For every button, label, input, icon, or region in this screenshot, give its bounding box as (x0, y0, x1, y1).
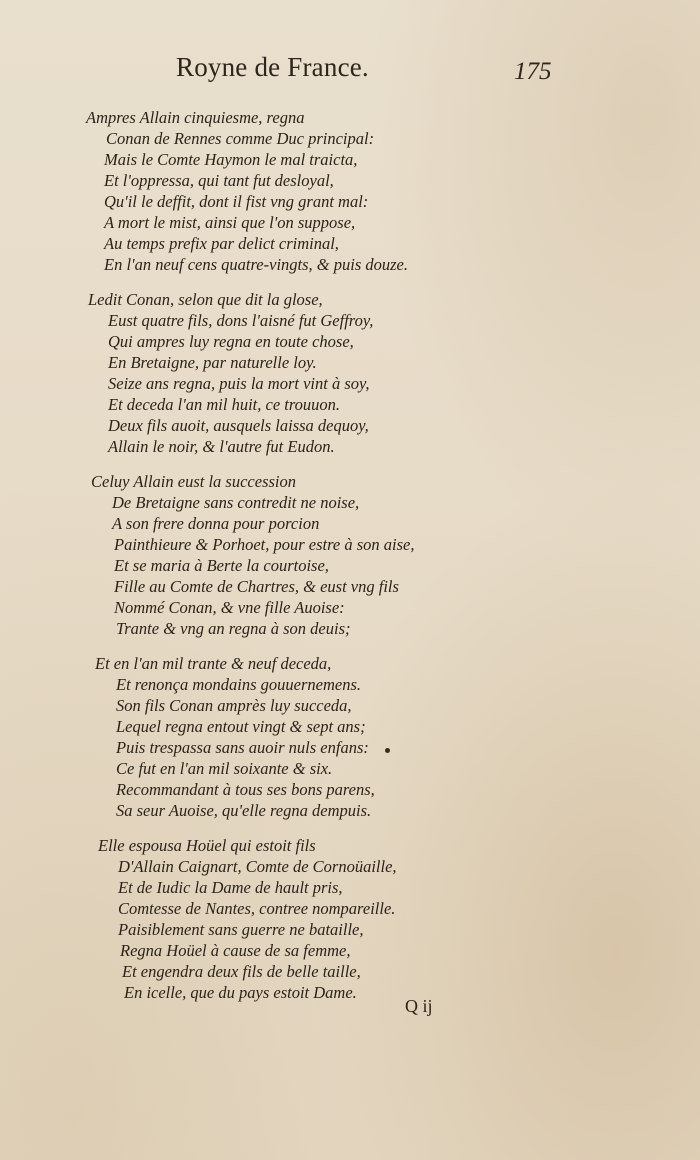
verse-line: Deux fils auoit, ausquels laissa dequoy, (108, 416, 369, 435)
verse-line: Paisiblement sans guerre ne bataille, (118, 920, 364, 939)
verse-line: Ce fut en l'an mil soixante & six. (116, 759, 333, 778)
verse-line: Et deceda l'an mil huit, ce trouuon. (108, 395, 341, 414)
verse-line: Recommandant à tous ses bons parens, (116, 780, 375, 799)
verse-line: Conan de Rennes comme Duc principal: (106, 129, 375, 148)
verse-line: Son fils Conan amprès luy succeda, (116, 696, 352, 715)
verse-line: Mais le Comte Haymon le mal traicta, (104, 150, 358, 169)
ink-spot (385, 748, 390, 753)
verse-line: Ampres Allain cinquiesme, regna (86, 108, 305, 127)
verse-line: Et se maria à Berte la courtoise, (114, 556, 329, 575)
verse-line: Et l'oppressa, qui tant fut desloyal, (104, 171, 334, 190)
verse-line: Lequel regna entout vingt & sept ans; (116, 717, 366, 736)
verse-line: Comtesse de Nantes, contree nompareille. (118, 899, 396, 918)
running-head: Royne de France. (176, 52, 369, 82)
verse-line: Qu'il le deffit, dont il fist vng grant mal: (104, 192, 369, 211)
verse-line: Et renonça mondains gouuernemens. (116, 675, 362, 694)
verse-line: Elle espousa Hoüel qui estoit fils (98, 836, 316, 855)
verse-line: Celuy Allain eust la succession (91, 472, 297, 491)
signature-mark: Q ij (405, 996, 433, 1016)
verse-line: Et de Iudic la Dame de hault pris, (118, 878, 343, 897)
verse-line: Et engendra deux fils de belle taille, (122, 962, 361, 981)
verse-line: Allain le noir, & l'autre fut Eudon. (108, 437, 335, 456)
verse-line: Trante & vng an regna à son deuis; (116, 619, 351, 638)
verse-line: Regna Hoüel à cause de sa femme, (120, 941, 351, 960)
verse-line: Sa seur Auoise, qu'elle regna dempuis. (116, 801, 372, 820)
verse-line: En l'an neuf cens quatre-vingts, & puis douze. (104, 255, 409, 274)
verse-line: A mort le mist, ainsi que l'on suppose, (104, 213, 356, 232)
verse-line: Ledit Conan, selon que dit la glose, (88, 290, 323, 309)
verse-line: Seize ans regna, puis la mort vint à soy, (108, 374, 370, 393)
verse-line: Au temps prefix par delict criminal, (104, 234, 339, 253)
page-number: 175 (514, 58, 552, 85)
verse-line: D'Allain Caignart, Comte de Cornoüaille, (118, 857, 397, 876)
verse-line: Fille au Comte de Chartres, & eust vng fils (114, 577, 399, 596)
verse-line: Painthieure & Porhoet, pour estre à son aise, (114, 535, 415, 554)
verse-line: Eust quatre fils, dons l'aisné fut Geffroy, (108, 311, 374, 330)
verse-line: En Bretaigne, par naturelle loy. (108, 353, 317, 372)
verse-line: De Bretaigne sans contredit ne noise, (112, 493, 360, 512)
verse-line: Et en l'an mil trante & neuf deceda, (95, 654, 332, 673)
verse-line: Qui ampres luy regna en toute chose, (108, 332, 354, 351)
verse-line: Nommé Conan, & vne fille Auoise: (114, 598, 345, 617)
verse-line: Puis trespassa sans auoir nuls enfans: (116, 738, 369, 757)
verse-line: A son frere donna pour porcion (112, 514, 320, 533)
verse-line: En icelle, que du pays estoit Dame. (124, 983, 357, 1002)
